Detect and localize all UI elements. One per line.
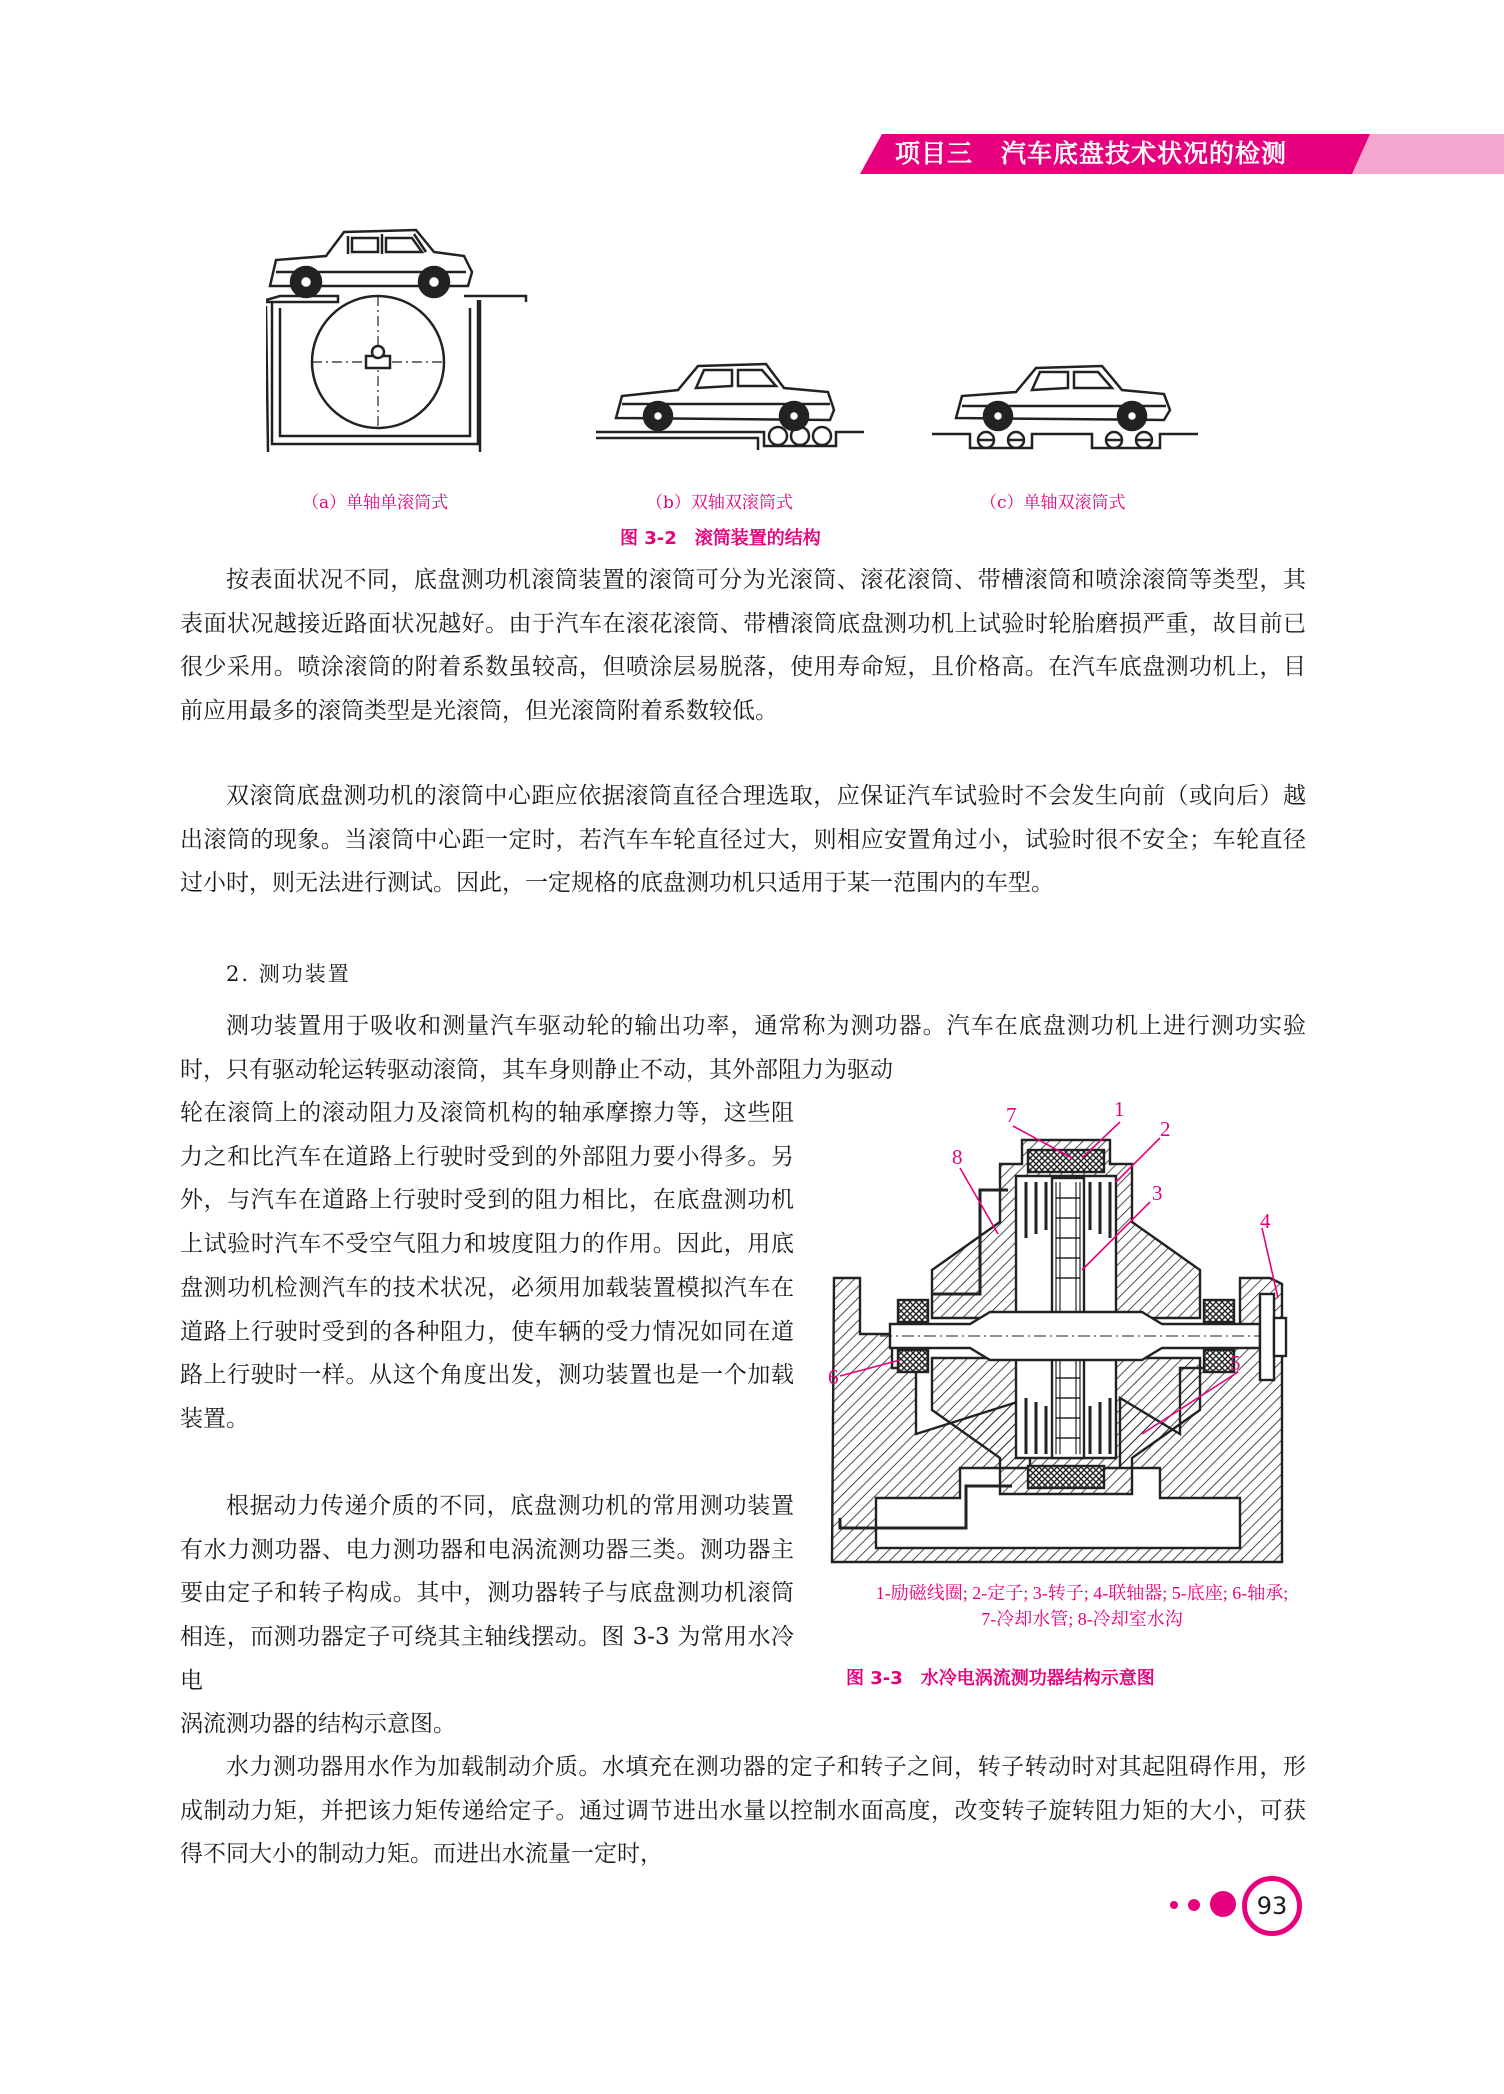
figure-3-2-number: 图 3-2: [620, 528, 677, 549]
paragraph-2: 双滚筒底盘测功机的滚筒中心距应依据滚筒直径合理选取，应保证汽车试验时不会发生向前（或向后）越出滚筒的现象。当滚筒中心距一定时，若汽车车轮直径过大，则相应安置角过小，试验时很不安全；车轮直径过小时，则无法进行测试。因此，一定规格的底盘测功机只适用于某一范围内的车型。: [180, 783, 1306, 897]
figure-3-3-caption: [846, 1664, 1155, 1690]
paragraph-1: 按表面状况不同，底盘测功机滚筒装置的滚筒可分为光滚筒、滚花滚筒、带槽滚筒和喷涂滚筒等类型，其表面状况越接近路面状况越好。由于汽车在滚花滚筒、带槽滚筒底盘测功机上试验时轮胎磨损严重，故目前已很少采用。喷涂滚筒的附着系数虽较高，但喷涂层易脱落，使用寿命短，且价格高。在汽车底盘测功机上，目前应用最多的滚筒类型是光滚筒，但光滚筒附着系数较低。: [180, 567, 1306, 725]
header-chapter-title: 汽车底盘技术状况的检测: [1001, 139, 1288, 168]
section-heading: 2. 测功装置: [226, 962, 351, 986]
figure-3-3-legend-line-2: 7-冷却水管; 8-冷却室水沟: [981, 1609, 1183, 1629]
figure-3-2b-caption: （b）双轴双滚筒式: [646, 493, 793, 513]
figure-3-2c-caption: （c）单轴双滚筒式: [980, 493, 1126, 513]
paragraph-5: 水力测功器用水作为加载制动介质。水填充在测功器的定子和转子之间，转子转动时对其起阻碍作用，形成制动力矩，并把该力矩传递给定子。通过调节进出水量以控制水面高度，改变转子旋转阻力矩的大小，可获得不同大小的制动力矩。而进出水流量一定时，: [180, 1754, 1306, 1868]
figure-3-3-number: 图 3-3: [846, 1668, 903, 1689]
paragraph-3-full: 测功装置用于吸收和测量汽车驱动轮的输出功率，通常称为测功器。汽车在底盘测功机上进行测功实验时，只有驱动轮运转驱动滚筒，其车身则静止不动，其外部阻力为驱动: [180, 1013, 1306, 1083]
fig3-3-label-5: 5: [1230, 1351, 1241, 1375]
page-dot-small-2: [1188, 1899, 1200, 1911]
page-number: 93: [1242, 1876, 1302, 1936]
figure-3-3-legend: [840, 1580, 1324, 1632]
figure-3-3-title: 水冷电涡流测功器结构示意图: [920, 1668, 1155, 1689]
paragraph-3-narrow: 轮在滚筒上的滚动阻力及滚筒机构的轴承摩擦力等，这些阻力之和比汽车在道路上行驶时受到的外部阻力要小得多。另外，与汽车在道路上行驶时受到的阻力相比，在底盘测功机上试验时汽车不受空气阻力和坡度阻力的作用。因此，用底盘测功机检测汽车的技术状况，必须用加载装置模拟汽车在道路上行驶时受到的各种阻力，使车辆的受力情况如同在道路上行驶时一样。从这个角度出发，测功装置也是一个加载装置。: [180, 1100, 794, 1432]
fig3-3-label-8: 8: [952, 1145, 963, 1169]
paragraph-4-tail: 涡流测功器的结构示意图。: [180, 1711, 456, 1737]
header-stripe: [1352, 134, 1504, 174]
figure-3-2b-drawing: [596, 340, 866, 450]
page-dot-small-1: [1170, 1901, 1178, 1909]
figure-3-2-caption: [620, 524, 821, 550]
figure-3-2-title: 滚筒装置的结构: [694, 528, 821, 549]
figure-3-3-legend-line-1: 1-励磁线圈; 2-定子; 3-转子; 4-联轴器; 5-底座; 6-轴承;: [875, 1583, 1289, 1603]
page-dot-medium: [1210, 1891, 1236, 1917]
header-project: 项目三: [895, 139, 974, 168]
header-title: [895, 137, 1287, 171]
paragraph-4-narrow: 根据动力传递介质的不同，底盘测功机的常用测功装置有水力测功器、电力测功器和电涡流测功器三类。测功器主要由定子和转子构成。其中，测功器转子与底盘测功机滚筒相连，而测功器定子可绕其主轴线摆动。图 3-3 为常用水冷电: [180, 1493, 794, 1694]
chapter-header: [0, 134, 1504, 174]
fig3-3-label-3: 3: [1152, 1181, 1163, 1205]
figure-3-3-drawing: [820, 1098, 1320, 1578]
fig3-3-label-1: 1: [1114, 1098, 1125, 1121]
figure-3-2a-caption: （a）单轴单滚筒式: [302, 493, 449, 513]
figure-3-2c-drawing: [932, 344, 1200, 452]
figure-3-2a-drawing: [266, 212, 540, 462]
fig3-3-label-7: 7: [1006, 1103, 1017, 1127]
fig3-3-label-6: 6: [828, 1365, 839, 1389]
fig3-3-label-2: 2: [1160, 1117, 1171, 1141]
fig3-3-label-4: 4: [1260, 1209, 1271, 1233]
